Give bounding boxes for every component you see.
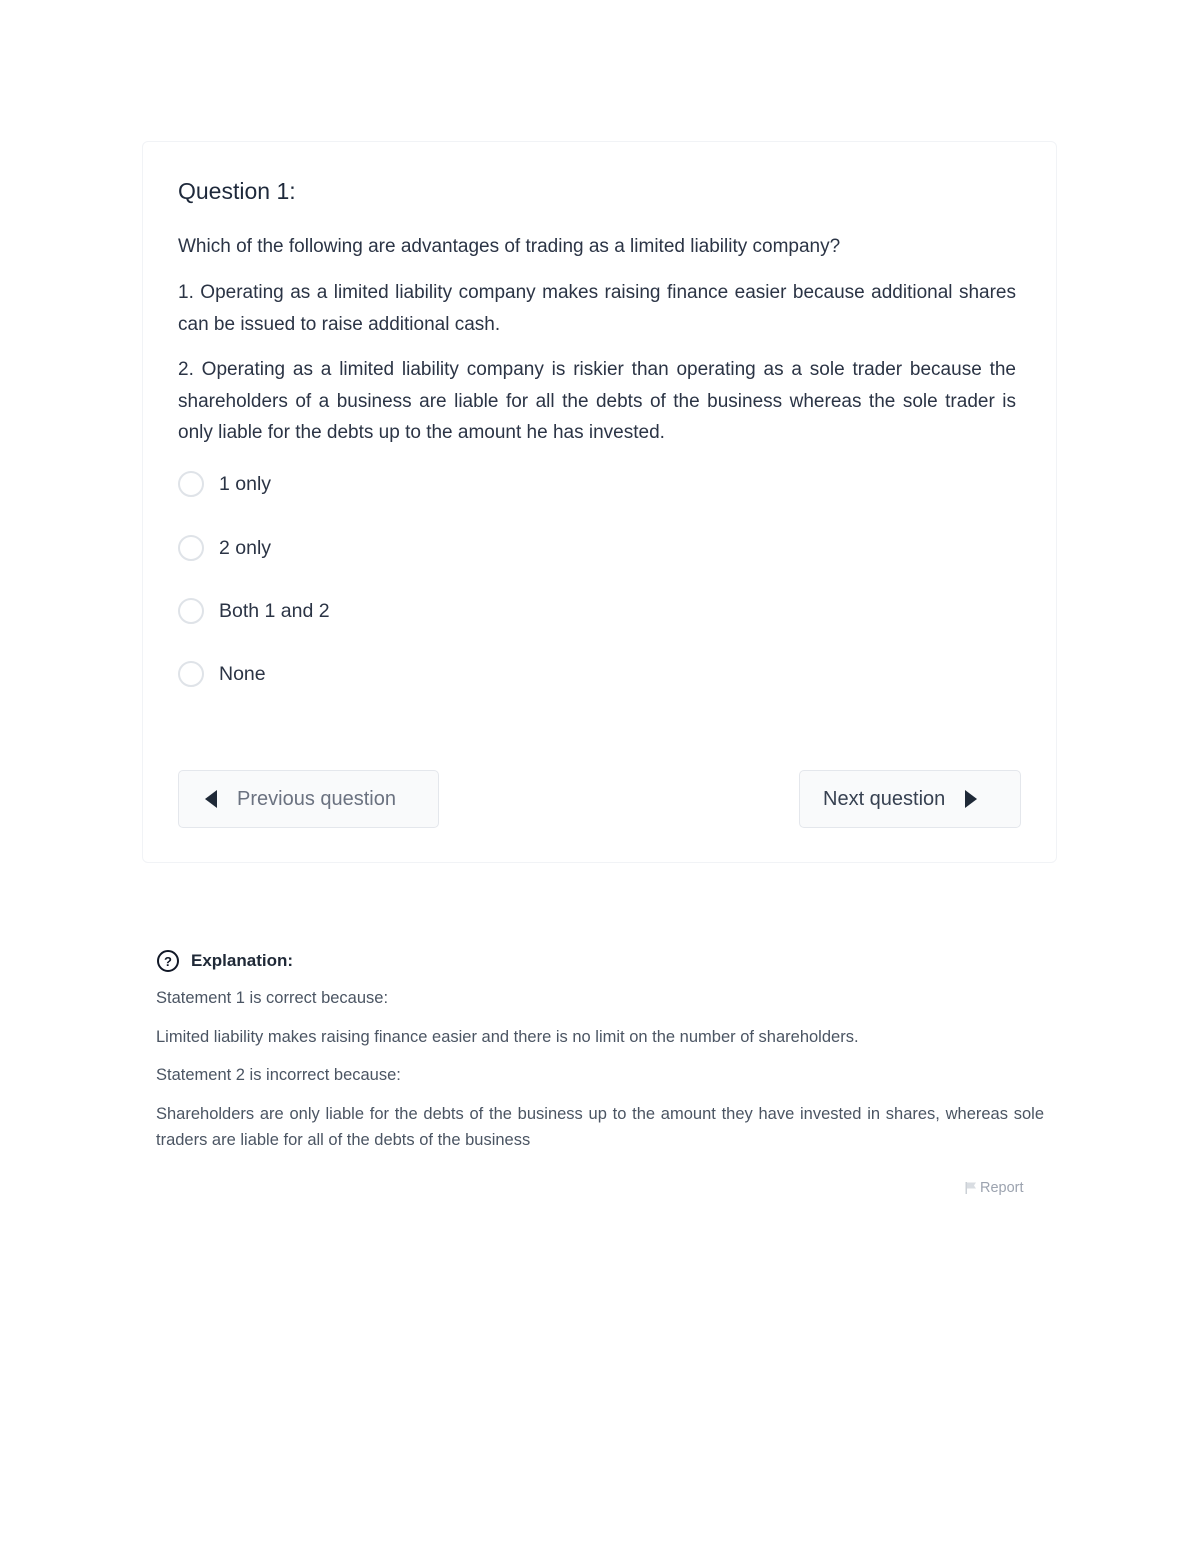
explanation-header <box>157 950 293 972</box>
radio-button[interactable] <box>178 471 204 497</box>
next-question-label: Next question <box>823 787 946 810</box>
previous-question-button[interactable] <box>178 770 439 828</box>
explanation-line-4: Shareholders are only liable for the debts of the business up to the amount they have invested in shares, whereas sole traders are liable for all of the debts of the business <box>156 1105 1044 1149</box>
answer-option-1[interactable] <box>178 468 271 500</box>
next-question-button[interactable] <box>799 770 1021 828</box>
question-prompt: Which of the following are advantages of trading as a limited liability company? <box>178 236 841 257</box>
answer-option-label: Both 1 and 2 <box>219 599 330 622</box>
caret-left-icon <box>205 790 217 808</box>
radio-button[interactable] <box>178 535 204 561</box>
question-statement-1: 1. Operating as a limited liability company makes raising finance easier because additional shares can be issued to raise additional cash. <box>178 282 1016 335</box>
caret-right-icon <box>965 790 977 808</box>
question-title: Question 1: <box>178 178 296 204</box>
radio-button[interactable] <box>178 661 204 687</box>
explanation-title: Explanation: <box>191 951 294 970</box>
explanation-line-3: Statement 2 is incorrect because: <box>156 1066 401 1084</box>
answer-option-3[interactable] <box>178 595 330 627</box>
question-statement-2: 2. Operating as a limited liability company is riskier than operating as a sole trader because the shareholders of a business are liable for all the debts of the business whereas the sole trader is only liable for the debts up to the amount he has invested. <box>178 359 1016 443</box>
answer-option-label: 2 only <box>219 536 272 559</box>
answer-option-4[interactable] <box>178 658 266 690</box>
explanation-line-1: Statement 1 is correct because: <box>156 989 389 1007</box>
report-link[interactable] <box>964 1180 1024 1196</box>
answer-option-2[interactable] <box>178 532 271 564</box>
help-circle-icon: ? <box>157 950 179 972</box>
report-label: Report <box>980 1180 1024 1196</box>
explanation-line-2: Limited liability makes raising finance easier and there is no limit on the number of shareholders. <box>156 1028 859 1046</box>
question-card <box>142 141 1057 863</box>
previous-question-label: Previous question <box>237 787 396 810</box>
answer-option-label: 1 only <box>219 472 272 495</box>
radio-button[interactable] <box>178 598 204 624</box>
answer-option-label: None <box>219 662 266 685</box>
flag-icon <box>964 1181 978 1195</box>
